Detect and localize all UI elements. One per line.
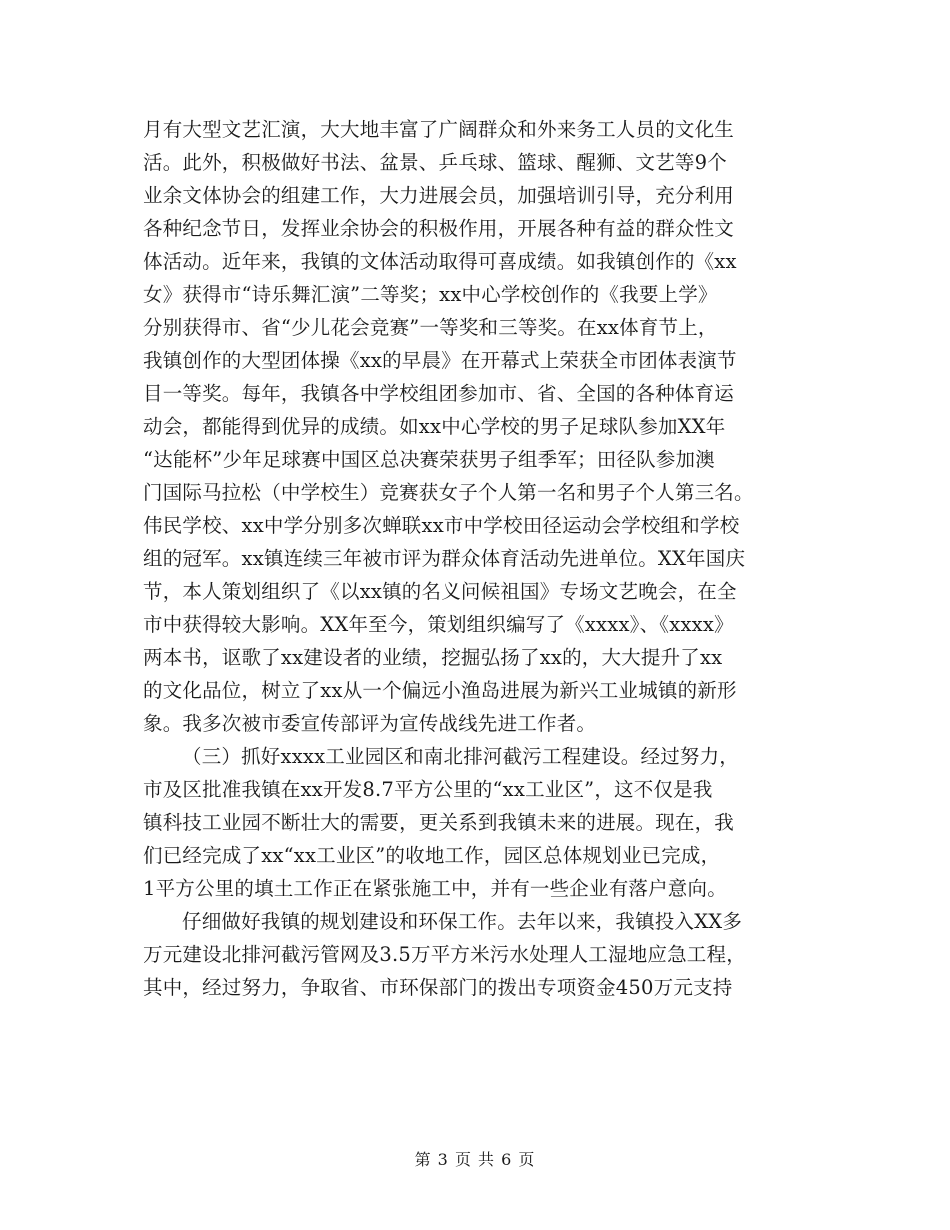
paragraph-first-line: （三）抓好xxxx工业园区和南北排河截污工程建设。经过努力， [182, 745, 739, 768]
text-line: “达能杯”少年足球赛中国区总决赛荣获男子组季军；田径队参加澳 [143, 448, 715, 471]
text-line: 两本书，讴歌了xx建设者的业绩，挖掘弘扬了xx的，大大提升了xx [143, 646, 723, 669]
paragraph-first-line: 仔细做好我镇的规划建设和环保工作。去年以来，我镇投入XX多 [182, 910, 743, 933]
text-line: 分别获得市、省“少儿花会竞赛”一等奖和三等奖。在xx体育节上， [143, 316, 718, 339]
text-line: 活。此外，积极做好书法、盆景、乒乓球、篮球、醒狮、文艺等9个 [143, 151, 727, 174]
text-line: 体活动。近年来，我镇的文体活动取得可喜成绩。如我镇创作的《xx [143, 250, 737, 273]
body-text [143, 113, 813, 1004]
text-line: 万元建设北排河截污管网及3.5万平方米污水处理人工湿地应急工程， [143, 943, 746, 966]
text-line: 动会，都能得到优异的成绩。如xx中心学校的男子足球队参加XX年 [143, 415, 726, 438]
text-line: 我镇创作的大型团体操《xx的早晨》在开幕式上荣获全市团体表演节 [143, 349, 737, 372]
text-line: 的文化品位，树立了xx从一个偏远小渔岛进展为新兴工业城镇的新形 [143, 679, 737, 702]
text-line: 市及区批准我镇在xx开发8.7平方公里的“xx工业区”，这不仅是我 [143, 778, 713, 801]
text-line: 门国际马拉松（中学校生）竞赛获女子个人第一名和男子个人第三名。 [143, 481, 754, 504]
text-line: 目一等奖。每年，我镇各中学校组团参加市、省、全国的各种体育运 [143, 382, 735, 405]
text-line: 组的冠军。xx镇连续三年被市评为群众体育活动先进单位。XX年国庆 [143, 547, 746, 570]
text-line: 市中获得较大影响。XX年至今，策划组织编写了《xxxx》、《xxxx》 [143, 613, 734, 636]
text-line: 月有大型文艺汇演，大大地丰富了广阔群众和外来务工人员的文化生 [143, 118, 735, 141]
text-line: 各种纪念节日，发挥业余协会的积极作用，开展各种有益的群众性文 [143, 217, 735, 240]
text-line: 节，本人策划组织了《以xx镇的名义问候祖国》专场文艺晚会，在全 [143, 580, 737, 603]
text-line: 业余文体协会的组建工作，大力进展会员，加强培训引导，充分利用 [143, 184, 735, 207]
text-line: 镇科技工业园不断壮大的需要，更关系到我镇未来的进展。现在，我 [143, 811, 735, 834]
text-line: 1平方公里的填土工作正在紧张施工中，并有一些企业有落户意向。 [143, 877, 727, 900]
page-number-footer: 第 3 页 共 6 页 [414, 1150, 536, 1169]
text-line: 女》获得市“诗乐舞汇演”二等奖；xx中心学校创作的《我要上学》 [143, 283, 718, 306]
text-line: 其中，经过努力，争取省、市环保部门的拨出专项资金450万元支持 [143, 976, 733, 999]
text-line: 象。我多次被市委宣传部评为宣传战线先进工作者。 [143, 712, 597, 735]
text-line: 伟民学校、xx中学分别多次蝉联xx市中学校田径运动会学校组和学校 [143, 514, 740, 537]
text-line: 们已经完成了xx“xx工业区”的收地工作，园区总体规划业已完成， [143, 844, 721, 867]
